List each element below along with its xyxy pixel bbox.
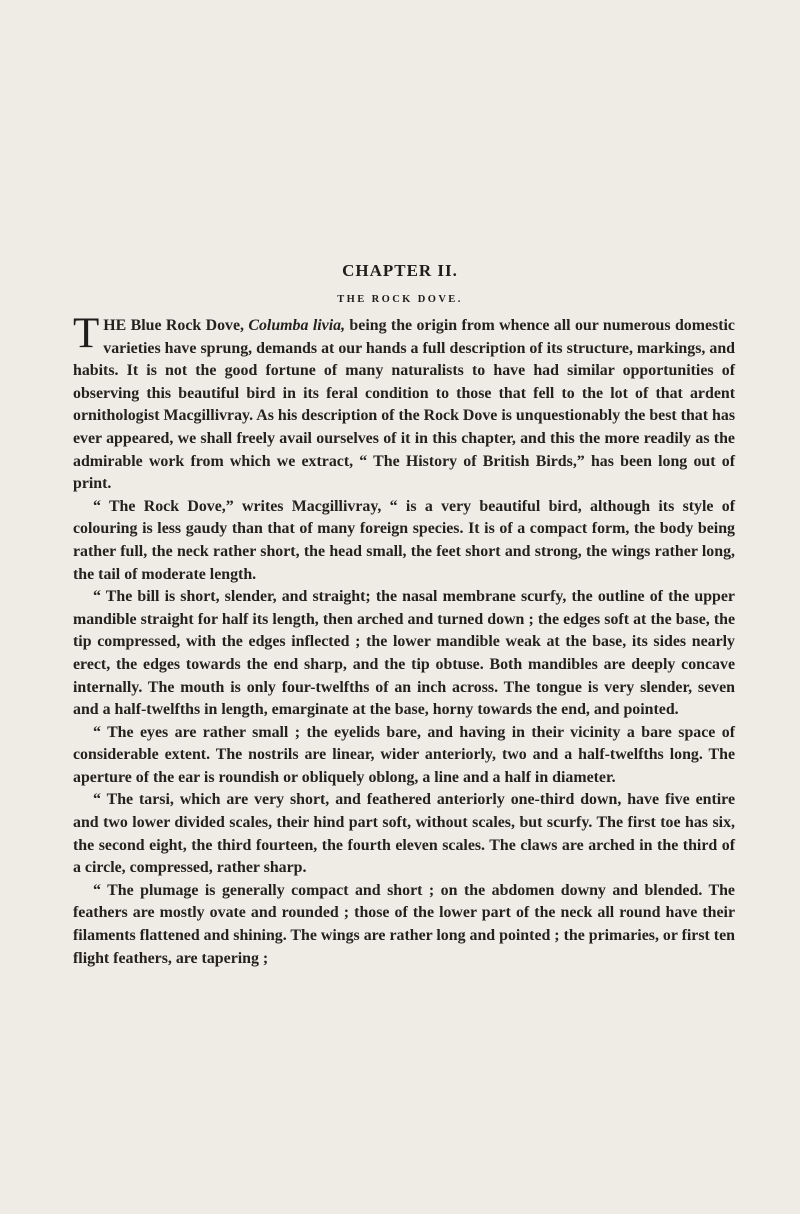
paragraph-3: “ The bill is short, slender, and straight; the nasal membrane scurfy, the outline of the upper mandible straight for half its length, then arched and turned down ; the edges soft at the base, the tip compressed, with the edges inflected ; the lower mandible weak at the base, its sides nearly erect, the edges towards the end sharp, and the tip obtuse. Both mandibles are deeply concave internally. The mouth is only four-twelfths of an inch across. The tongue is very slender, seven and a half-twelfths in length, emarginate at the base, horny towards the end, and pointed. bbox=[73, 588, 735, 719]
chapter-body bbox=[73, 310, 735, 970]
paragraph-5: “ The tarsi, which are very short, and feathered anteriorly one-third down, have five entire and two lower divided scales, their hind part soft, without scales, but scurfy. The first toe has six, the second eight, the third fourteen, the fourth eleven scales. The claws are arched in the third of a circle, compressed, rather sharp. bbox=[73, 791, 735, 877]
paragraph-1-rest: being the origin from whence all our numerous domestic varieties have sprung, demands at our hands a full description of its structure, markings, and habits. It is not the good fortune of many naturalists to have had similar opportunities of observing this beautiful bird in its feral condition to those that fell to the lot of that ardent ornithologist Macgillivray. As his description of the Rock Dove is unquestionably the best that has ever appeared, we shall freely avail ourselves of it in this chapter, and this the more readily as the admirable work from which we extract, “ The History of British Birds,” has been long out of print. bbox=[73, 317, 735, 493]
paragraph-1 bbox=[73, 310, 735, 496]
chapter-subtitle: THE ROCK DOVE. bbox=[337, 294, 463, 305]
species-name: Columba livia, bbox=[248, 317, 346, 334]
drop-cap: T bbox=[73, 310, 100, 357]
paragraph-4: “ The eyes are rather small ; the eyelids bare, and having in their vicinity a bare space of considerable extent. The nostrils are linear, wider anteriorly, two and a half-twelfths long. The aperture of the ear is roundish or obliquely oblong, a line and a half in diameter. bbox=[73, 723, 735, 786]
paragraph-1-lead: HE Blue Rock Dove, bbox=[103, 317, 249, 334]
paragraph-2: “ The Rock Dove,” writes Macgillivray, “ is a very beautiful bird, although its style of colouring is less gaudy than that of many foreign species. It is of a compact form, the body being rather full, the neck rather short, the head small, the feet short and strong, the wings rather long, the tail of moderate length. bbox=[73, 497, 735, 583]
chapter-heading: CHAPTER II. bbox=[342, 261, 458, 280]
paragraph-6: “ The plumage is generally compact and short ; on the abdomen downy and blended. The feathers are mostly ovate and rounded ; those of the lower part of the neck all round have their filaments flattened and shining. The wings are rather long and pointed ; the primaries, or first ten flight feathers, are tapering ; bbox=[73, 881, 735, 967]
